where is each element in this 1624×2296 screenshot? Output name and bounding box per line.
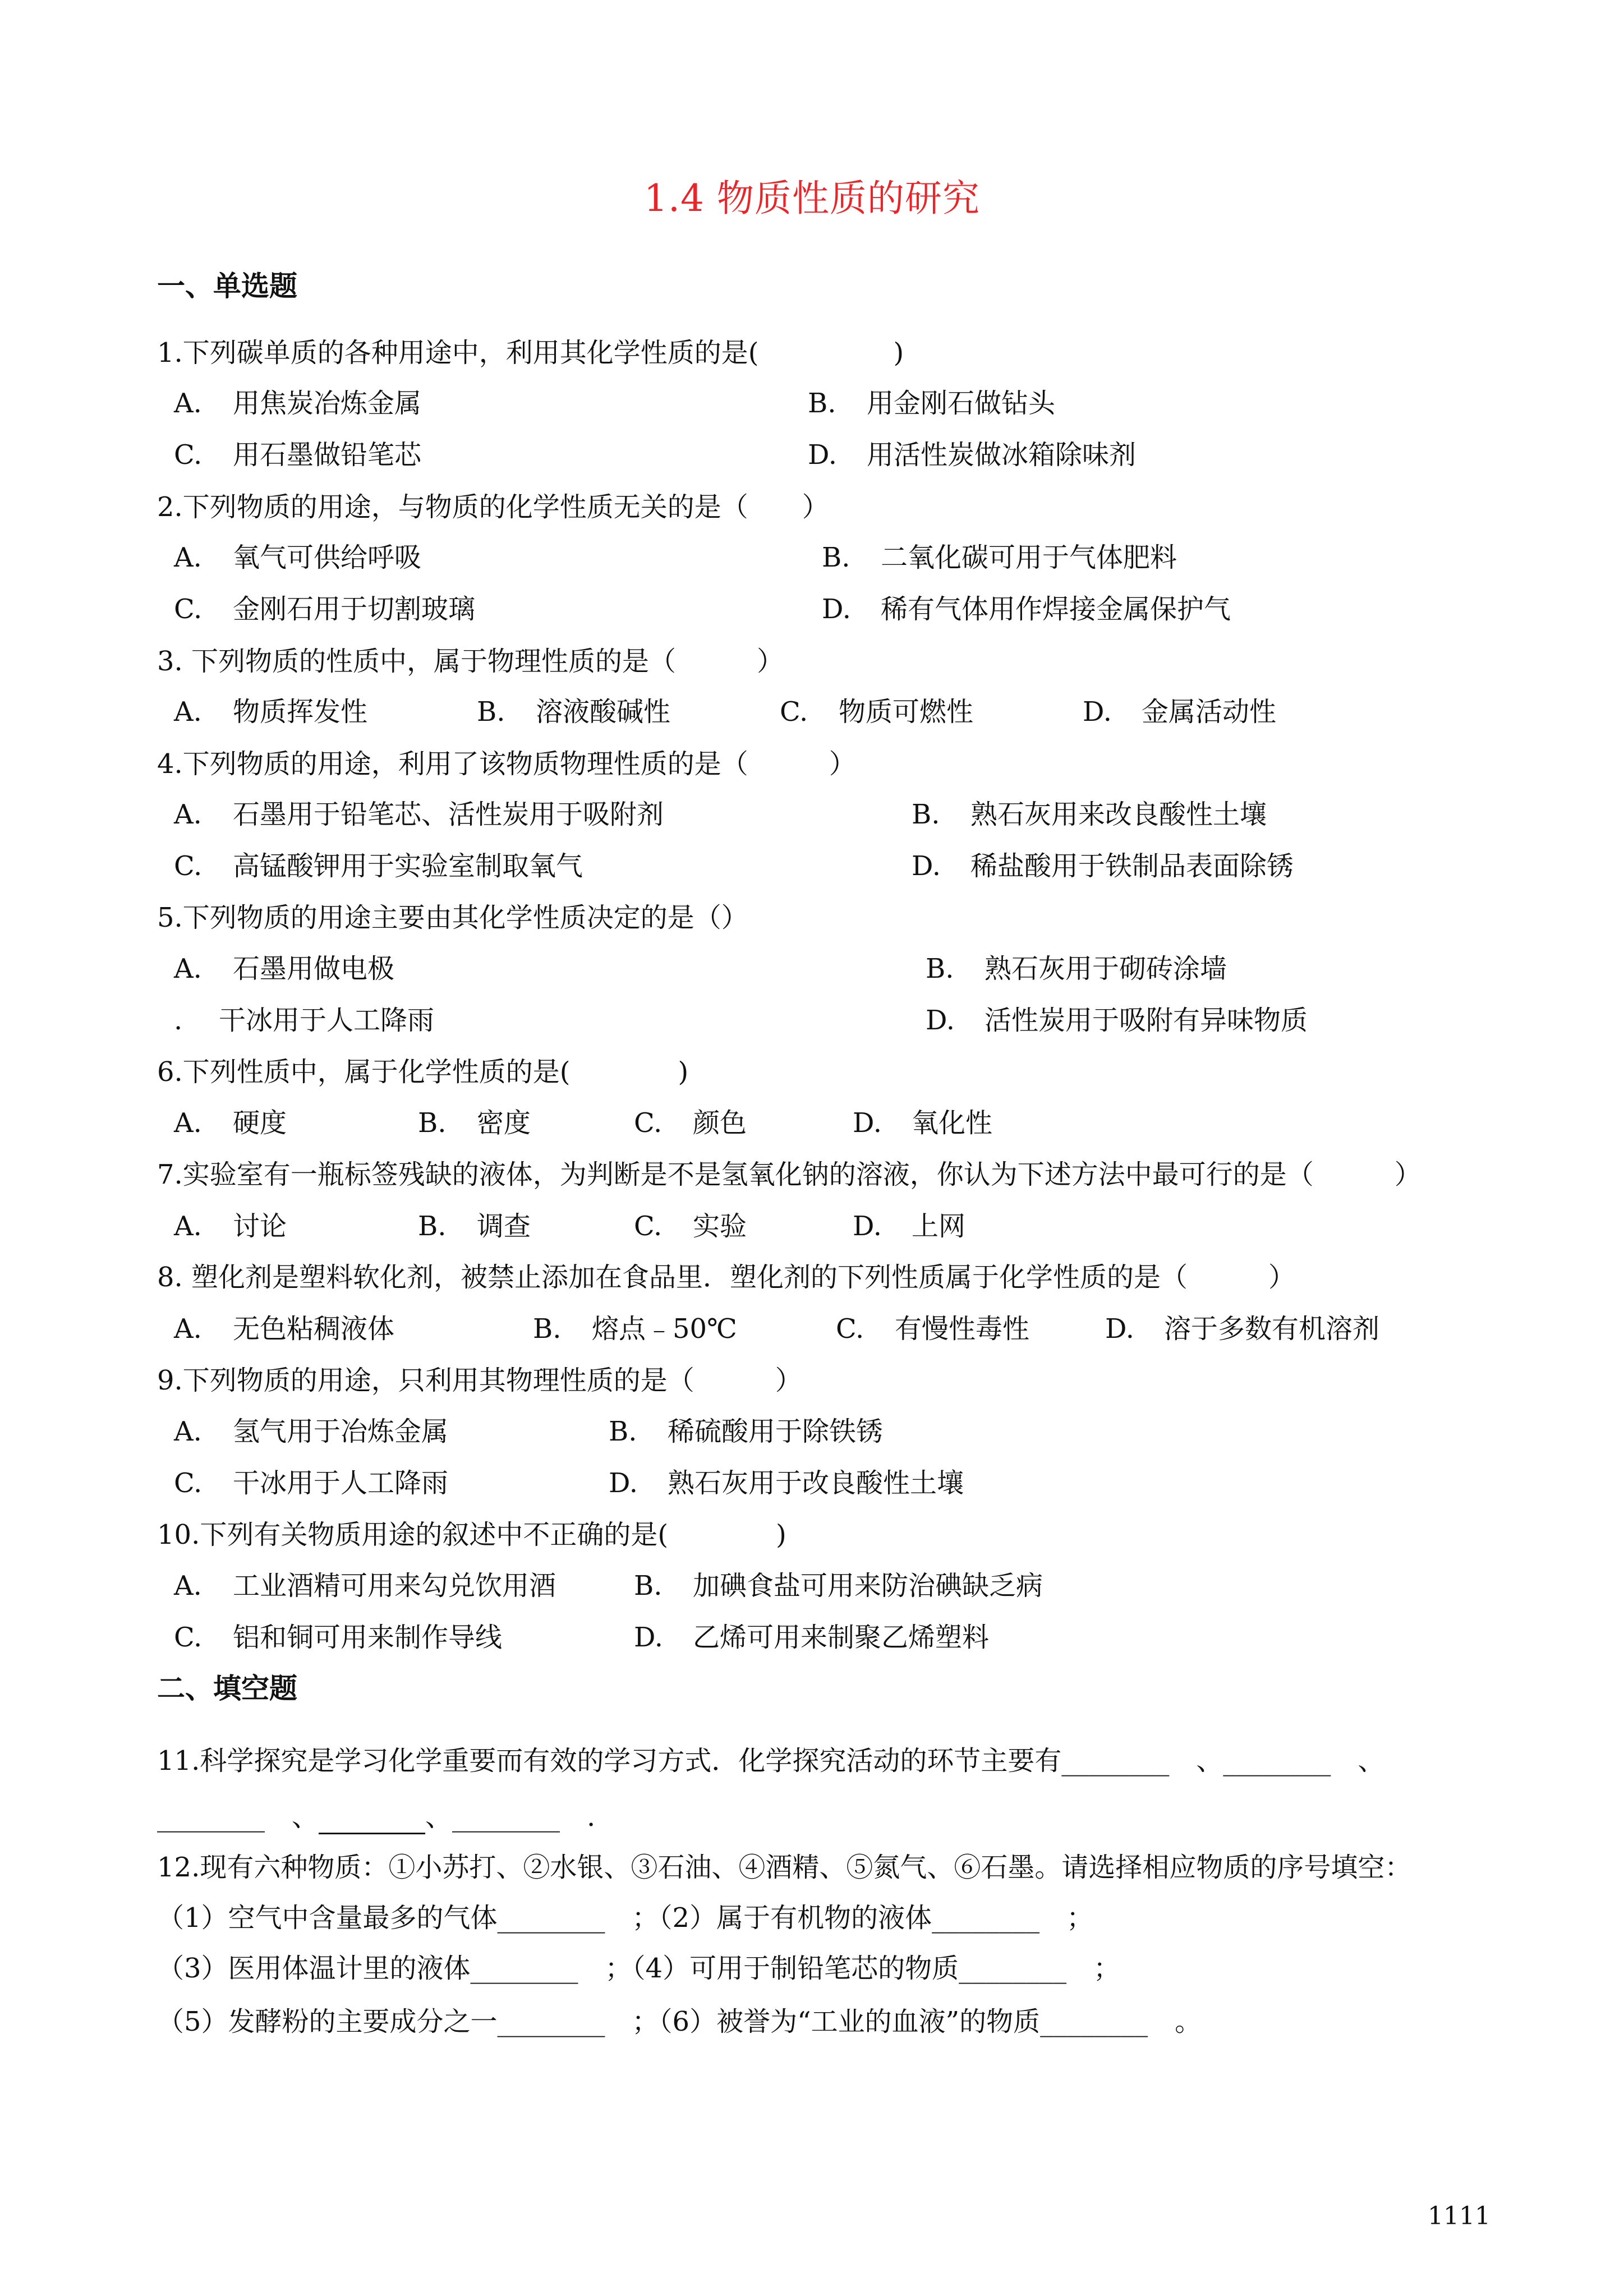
option-letter: D. [912,850,941,882]
option-text: 硬度 [233,1107,287,1139]
q10-option-d[interactable] [634,1616,989,1654]
option-letter: D. [808,439,838,471]
question-3-stem: 3. 下列物质的性质中，属于物理性质的是（ ） [157,646,784,677]
q8-option-c[interactable] [836,1307,1029,1346]
q3-option-c[interactable] [780,690,973,729]
option-text: 乙烯可用来制聚乙烯塑料 [693,1622,990,1653]
q10-option-b[interactable] [634,1564,1043,1603]
q7-option-b[interactable] [418,1204,531,1243]
question-12-stem: 12.现有六种物质：①小苏打、②水银、③石油、④酒精、⑤氮气、⑥石墨。请选择相应物质的序号填空： [157,1852,1412,1883]
option-text: 铝和铜可用来制作导线 [233,1622,503,1653]
option-letter: A. [174,696,202,728]
q6-option-b[interactable] [418,1101,531,1140]
option-letter: A. [174,1107,202,1139]
q6-option-d[interactable] [853,1101,992,1140]
option-letter: . [174,1005,183,1036]
option-text: 干冰用于人工降雨 [219,1005,435,1036]
q7-option-c[interactable] [634,1204,747,1243]
q4-option-a[interactable] [174,793,664,831]
q11-blank-4[interactable] [319,1801,425,1834]
question-6-stem: 6.下列性质中，属于化学性质的是( ) [157,1056,689,1088]
page-title: 1.4 物质性质的研究 [644,177,980,220]
q11-blank-5[interactable]: 、________ . [425,1801,596,1833]
q8-option-b[interactable] [533,1307,737,1346]
option-text: 物质挥发性 [233,696,368,728]
question-11-line-2 [157,1795,595,1834]
q5-option-c[interactable] [174,999,434,1037]
option-letter: C. [836,1313,864,1345]
q9-option-a[interactable] [174,1410,448,1448]
option-letter: A. [174,799,202,830]
option-text: 金属活动性 [1142,696,1277,728]
option-text: 调查 [477,1211,531,1242]
option-text: 高锰酸钾用于实验室制取氧气 [233,850,583,882]
option-text: 加碘食盐可用来防治碘缺乏病 [693,1570,1043,1602]
question-5-stem: 5.下列物质的用途主要由其化学性质决定的是（） [157,902,748,933]
option-text: 石墨用于铅笔芯、活性炭用于吸附剂 [233,799,664,830]
option-letter: D. [1105,1313,1135,1345]
q6-option-a[interactable] [174,1101,287,1140]
question-9-stem: 9.下列物质的用途，只利用其物理性质的是（ ） [157,1365,802,1396]
option-text: 石墨用做电极 [233,953,395,984]
option-letter: C. [634,1211,663,1242]
q1-option-c[interactable] [174,433,421,472]
q2-option-d[interactable] [822,587,1231,626]
option-letter: C. [634,1107,663,1139]
option-text: 干冰用于人工降雨 [233,1467,449,1499]
option-text: 有慢性毒性 [895,1313,1030,1345]
option-letter: A. [174,1570,202,1602]
q2-option-c[interactable] [174,587,475,626]
q7-option-d[interactable] [853,1204,965,1243]
option-letter: D. [822,593,852,625]
q10-option-a[interactable] [174,1564,556,1603]
option-text: 颜色 [693,1107,747,1139]
option-text: 无色粘稠液体 [233,1313,395,1345]
q8-option-a[interactable] [174,1307,394,1346]
q6-option-c[interactable] [634,1101,747,1140]
option-letter: A. [174,953,202,984]
option-text: 稀硫酸用于除铁锈 [668,1416,884,1447]
option-text: 用焦炭冶炼金属 [233,388,422,419]
section-heading-single-choice: 一、单选题 [157,270,297,302]
q7-option-a[interactable] [174,1204,287,1243]
option-text: 用金刚石做钻头 [867,388,1056,419]
q9-option-c[interactable] [174,1461,448,1500]
option-text: 金刚石用于切割玻璃 [233,593,476,625]
q8-option-d[interactable] [1105,1307,1379,1346]
option-letter: C. [174,1622,203,1653]
option-letter: A. [174,1211,202,1242]
option-text: 熟石灰用于砌砖涂墙 [984,953,1227,984]
option-letter: C. [780,696,808,728]
q3-option-a[interactable] [174,690,367,729]
option-letter: D. [609,1467,638,1499]
question-7-stem: 7.实验室有一瓶标签残缺的液体，为判断是不是氢氧化钠的溶液，你认为下述方法中最可行的是（ ） [157,1159,1421,1190]
option-text: 溶液酸碱性 [536,696,671,728]
option-letter: C. [174,593,203,625]
q2-option-a[interactable] [174,536,421,574]
option-letter: B. [477,696,505,728]
option-letter: D. [853,1107,882,1139]
option-text: 溶于多数有机溶剂 [1164,1313,1380,1345]
question-11-line-1: 11.科学探究是学习化学重要而有效的学习方式．化学探究活动的环节主要有________ 、________ 、 [157,1745,1385,1777]
option-text: 稀盐酸用于铁制品表面除锈 [970,850,1294,882]
q1-option-d[interactable] [808,433,1136,472]
option-letter: A. [174,1313,202,1345]
option-letter: A. [174,388,202,419]
q12-row-3: （5）发酵粉的主要成分之一________ ；（6）被誉为“工业的血液”的物质________ 。 [157,2006,1202,2037]
option-text: 密度 [477,1107,531,1139]
option-text: 稀有气体用作焊接金属保护气 [881,593,1231,625]
q5-option-d[interactable] [926,999,1308,1037]
section-heading-fill-in: 二、填空题 [157,1672,297,1705]
option-letter: B. [808,388,836,419]
option-text: 用活性炭做冰箱除味剂 [867,439,1137,471]
option-text: 二氧化碳可用于气体肥料 [881,542,1177,573]
option-text: 活性炭用于吸附有异味物质 [984,1005,1308,1036]
question-8-stem: 8. 塑化剂是塑料软化剂，被禁止添加在食品里．塑化剂的下列性质属于化学性质的是（ ） [157,1262,1296,1293]
option-letter: B. [609,1416,637,1447]
option-letter: B. [822,542,850,573]
q3-option-d[interactable] [1083,690,1276,729]
option-letter: C. [174,850,203,882]
option-letter: A. [174,542,202,573]
q4-option-c[interactable] [174,844,583,883]
q5-option-b[interactable] [926,947,1227,986]
q1-option-a[interactable] [174,381,421,420]
option-text: 熟石灰用来改良酸性土壤 [970,799,1267,830]
option-letter: D. [634,1622,664,1653]
q12-row-2: （3）医用体温计里的液体________ ；（4）可用于制铅笔芯的物质________ ； [157,1953,1121,1984]
q9-option-b[interactable] [609,1410,883,1448]
option-letter: D. [926,1005,955,1036]
option-text: 氢气用于冶炼金属 [233,1416,449,1447]
option-letter: D. [853,1211,882,1242]
page-number: 1111 [1428,2202,1490,2230]
q2-option-b[interactable] [822,536,1177,574]
option-text: 用石墨做铅笔芯 [233,439,422,471]
question-10-stem: 10.下列有关物质用途的叙述中不正确的是( ) [157,1519,786,1550]
option-letter: B. [926,953,954,984]
option-text: 实验 [693,1211,747,1242]
option-letter: A. [174,1416,202,1447]
option-text: 氧化性 [912,1107,993,1139]
q1-option-b[interactable] [808,381,1055,420]
option-letter: C. [174,439,203,471]
question-4-stem: 4.下列物质的用途，利用了该物质物理性质的是（ ） [157,748,856,780]
option-letter: B. [418,1211,447,1242]
option-letter: D. [1083,696,1112,728]
q5-option-a[interactable] [174,947,394,986]
option-text: 熔点﹣50℃ [592,1313,737,1345]
q3-option-b[interactable] [477,690,670,729]
option-text: 上网 [912,1211,966,1242]
option-letter: B. [533,1313,562,1345]
question-2-stem: 2.下列物质的用途，与物质的化学性质无关的是（ ） [157,491,829,523]
option-text: 讨论 [233,1211,287,1242]
q10-option-c[interactable] [174,1616,502,1654]
option-letter: B. [418,1107,447,1139]
option-text: 氧气可供给呼吸 [233,542,422,573]
option-text: 熟石灰用于改良酸性土壤 [668,1467,964,1499]
q9-option-d[interactable] [609,1461,964,1500]
q4-option-b[interactable] [912,793,1267,831]
question-1-stem: 1.下列碳单质的各种用途中，利用其化学性质的是( ) [157,337,904,369]
q4-option-d[interactable] [912,844,1294,883]
option-letter: C. [174,1467,203,1499]
q11-blank-3[interactable]: ________ 、 [157,1801,319,1833]
q12-row-1: （1）空气中含量最多的气体________ ；（2）属于有机物的液体________ ； [157,1902,1094,1934]
option-text: 工业酒精可用来勾兑饮用酒 [233,1570,556,1602]
option-text: 物质可燃性 [839,696,974,728]
option-letter: B. [634,1570,663,1602]
option-letter: B. [912,799,940,830]
